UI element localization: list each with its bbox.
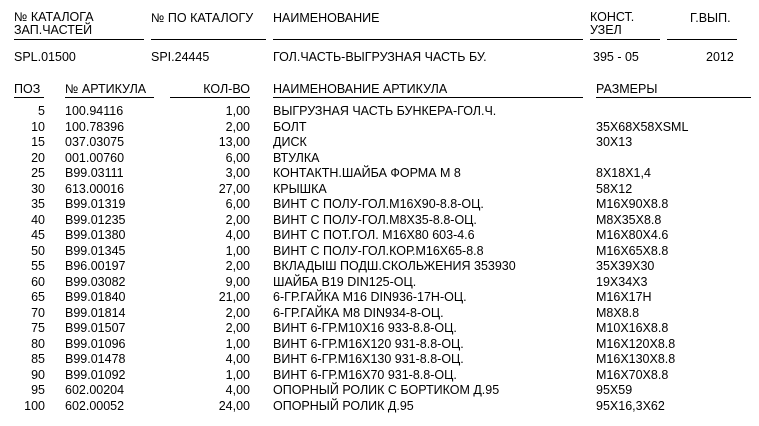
header-rule-part-no xyxy=(14,39,144,40)
table-row xyxy=(0,259,759,275)
row-size: M16X65X8.8 xyxy=(596,243,669,258)
row-size: 95X59 xyxy=(596,383,633,397)
row-pos: 5 xyxy=(38,104,45,118)
row-qty: 6,00 xyxy=(225,150,250,165)
table-row xyxy=(0,151,759,167)
header-rule-year xyxy=(667,39,737,40)
row-size: 95X16,3X62 xyxy=(596,398,665,413)
row-pos: 10 xyxy=(31,119,45,134)
assembly-value: 395 - 05 xyxy=(593,50,639,64)
row-name: ОПОРНЫЙ РОЛИК С БОРТИКОМ Д.95 xyxy=(273,383,500,397)
row-size: M16X80X4.6 xyxy=(596,228,669,242)
col-header-size: РАЗМЕРЫ xyxy=(596,82,658,96)
header-rule-name xyxy=(273,39,583,40)
table-row xyxy=(0,306,759,322)
row-name: 6-ГР.ГАЙКА M8 DIN934-8-ОЦ. xyxy=(273,305,444,320)
row-name: КОНТАКТН.ШАЙБА ФОРМА М 8 xyxy=(273,166,461,180)
row-qty: 2,00 xyxy=(225,119,250,134)
row-name: ОПОРНЫЙ РОЛИК Д.95 xyxy=(273,398,414,413)
part-no-label-line2: ЗАП.ЧАСТЕЙ xyxy=(14,23,93,37)
row-article: B99.01096 xyxy=(65,336,126,351)
row-article: 613.00016 xyxy=(65,181,125,196)
row-article: B96.00197 xyxy=(65,259,126,273)
row-size: M16X17H xyxy=(596,290,652,304)
table-row xyxy=(0,321,759,337)
row-pos: 25 xyxy=(31,166,45,180)
year-label: Г.ВЫП. xyxy=(690,11,731,25)
row-qty: 21,00 xyxy=(218,290,250,304)
row-name: БОЛТ xyxy=(273,119,307,134)
table-row xyxy=(0,228,759,244)
row-qty: 3,00 xyxy=(225,166,250,180)
row-name: ВИНТ С ПОЛУ-ГОЛ.M16X90-8.8-ОЦ. xyxy=(273,197,484,211)
row-size: 35X39X30 xyxy=(596,259,655,273)
row-qty: 1,00 xyxy=(225,104,250,118)
table-row xyxy=(0,197,759,213)
name-label: НАИМЕНОВАНИЕ xyxy=(273,11,380,25)
row-article: 602.00052 xyxy=(65,398,125,413)
row-size: M16X120X8.8 xyxy=(596,336,676,351)
row-name: ШАЙБА B19 DIN125-ОЦ. xyxy=(273,274,417,289)
col-rule-pos xyxy=(14,97,44,98)
part-no-value: SPL.01500 xyxy=(14,50,76,64)
row-pos: 100 xyxy=(24,398,45,413)
row-pos: 20 xyxy=(31,150,45,165)
row-name: ВИНТ 6-ГР.M16X130 931-8.8-ОЦ. xyxy=(273,352,464,366)
assembly-label xyxy=(590,11,634,37)
row-name: ВИНТ 6-ГР.M16X70 931-8.8-ОЦ. xyxy=(273,367,457,382)
table-row xyxy=(0,368,759,384)
row-qty: 9,00 xyxy=(225,274,250,289)
row-name: ВИНТ С ПОЛУ-ГОЛ.КОР.M16X65-8.8 xyxy=(273,243,484,258)
row-article: B99.01092 xyxy=(65,367,126,382)
row-name: ВИНТ 6-ГР.M16X120 931-8.8-ОЦ. xyxy=(273,336,464,351)
row-name: ВЫГРУЗНАЯ ЧАСТЬ БУНКЕРА-ГОЛ.Ч. xyxy=(273,104,497,118)
row-name: ДИСК xyxy=(273,135,307,149)
col-header-name: НАИМЕНОВАНИЕ АРТИКУЛА xyxy=(273,82,448,96)
row-name: ВИНТ 6-ГР.M10X16 933-8.8-ОЦ. xyxy=(273,321,457,335)
row-size: M16X130X8.8 xyxy=(596,352,676,366)
row-article: 100.78396 xyxy=(65,119,125,134)
row-pos: 85 xyxy=(31,352,45,366)
row-qty: 4,00 xyxy=(225,383,250,397)
table-row xyxy=(0,120,759,136)
row-pos: 35 xyxy=(31,197,45,211)
row-article: B99.01345 xyxy=(65,243,126,258)
row-article: 001.00760 xyxy=(65,150,125,165)
row-article: B99.01319 xyxy=(65,197,126,211)
row-article: B99.01380 xyxy=(65,228,126,242)
row-size: M10X16X8.8 xyxy=(596,321,669,335)
table-row xyxy=(0,275,759,291)
row-size: M16X70X8.8 xyxy=(596,367,669,382)
row-name: КРЫШКА xyxy=(273,181,327,196)
part-no-label xyxy=(14,11,94,37)
col-rule-qty xyxy=(170,97,250,98)
row-name: ВИНТ С ПОЛУ-ГОЛ.M8X35-8.8-ОЦ. xyxy=(273,212,477,227)
row-name: ВИНТ С ПОТ.ГОЛ. M16X80 603-4.6 xyxy=(273,228,475,242)
catalog-no-value: SPI.24445 xyxy=(151,50,210,64)
row-pos: 15 xyxy=(31,135,45,149)
table-row xyxy=(0,135,759,151)
row-name: ВТУЛКА xyxy=(273,150,320,165)
row-pos: 80 xyxy=(31,336,45,351)
col-rule-article xyxy=(65,97,154,98)
table-row xyxy=(0,182,759,198)
row-article: 602.00204 xyxy=(65,383,125,397)
row-article: B99.03111 xyxy=(65,166,124,180)
year-value: 2012 xyxy=(706,50,734,64)
row-qty: 6,00 xyxy=(225,197,250,211)
row-name: 6-ГР.ГАЙКА M16 DIN936-17H-ОЦ. xyxy=(273,290,467,304)
header-rule-catalog-no xyxy=(151,39,266,40)
row-qty: 13,00 xyxy=(218,135,250,149)
row-pos: 65 xyxy=(31,290,45,304)
row-article: B99.01840 xyxy=(65,290,126,304)
row-qty: 4,00 xyxy=(225,228,250,242)
table-row xyxy=(0,166,759,182)
row-article: B99.01235 xyxy=(65,212,126,227)
col-rule-name xyxy=(273,97,583,98)
table-row xyxy=(0,352,759,368)
row-qty: 2,00 xyxy=(225,321,250,335)
row-size: 58X12 xyxy=(596,181,633,196)
header-rule-assembly xyxy=(590,39,660,40)
table-row xyxy=(0,383,759,399)
row-qty: 2,00 xyxy=(225,305,250,320)
row-article: B99.01478 xyxy=(65,352,126,366)
row-size: 30X13 xyxy=(596,135,633,149)
row-size: M16X90X8.8 xyxy=(596,197,669,211)
table-row xyxy=(0,104,759,120)
row-size: M8X35X8.8 xyxy=(596,212,662,227)
row-qty: 1,00 xyxy=(225,336,250,351)
row-article: 100.94116 xyxy=(65,104,124,118)
row-pos: 55 xyxy=(31,259,45,273)
col-header-pos: ПОЗ xyxy=(14,82,41,96)
table-row xyxy=(0,213,759,229)
row-article: B99.01814 xyxy=(65,305,126,320)
col-header-article: № АРТИКУЛА xyxy=(65,82,147,96)
row-size: 19X34X3 xyxy=(596,274,648,289)
part-no-label-line1: № КАТАЛОГА xyxy=(14,10,94,24)
row-name: ВКЛАДЫШ ПОДШ.СКОЛЬЖЕНИЯ 353930 xyxy=(273,259,516,273)
table-row xyxy=(0,337,759,353)
row-pos: 50 xyxy=(31,243,45,258)
col-rule-size xyxy=(596,97,751,98)
row-article: 037.03075 xyxy=(65,135,125,149)
assembly-label-line2: УЗЕЛ xyxy=(590,23,622,37)
row-size: 8X18X1,4 xyxy=(596,166,651,180)
row-size: M8X8.8 xyxy=(596,305,640,320)
row-qty: 2,00 xyxy=(225,259,250,273)
row-qty: 27,00 xyxy=(218,181,250,196)
row-pos: 60 xyxy=(31,274,45,289)
name-value: ГОЛ.ЧАСТЬ-ВЫГРУЗНАЯ ЧАСТЬ БУ. xyxy=(273,50,487,64)
assembly-label-line1: КОНСТ. xyxy=(590,10,635,24)
row-qty: 24,00 xyxy=(218,398,250,413)
row-pos: 45 xyxy=(31,228,45,242)
table-row xyxy=(0,244,759,260)
catalog-no-label: № ПО КАТАЛОГУ xyxy=(151,11,254,25)
row-pos: 70 xyxy=(31,305,45,320)
row-pos: 40 xyxy=(31,212,45,227)
row-qty: 2,00 xyxy=(225,212,250,227)
row-qty: 4,00 xyxy=(225,352,250,366)
row-qty: 1,00 xyxy=(225,243,250,258)
row-article: B99.03082 xyxy=(65,274,126,289)
table-row xyxy=(0,290,759,306)
row-size: 35X68X58XSML xyxy=(596,119,689,134)
row-pos: 90 xyxy=(31,367,45,382)
table-row xyxy=(0,399,759,415)
row-pos: 30 xyxy=(31,181,45,196)
row-pos: 75 xyxy=(31,321,45,335)
row-qty: 1,00 xyxy=(225,367,250,382)
row-pos: 95 xyxy=(31,383,45,397)
row-article: B99.01507 xyxy=(65,321,126,335)
col-header-qty: КОЛ-ВО xyxy=(203,82,250,96)
